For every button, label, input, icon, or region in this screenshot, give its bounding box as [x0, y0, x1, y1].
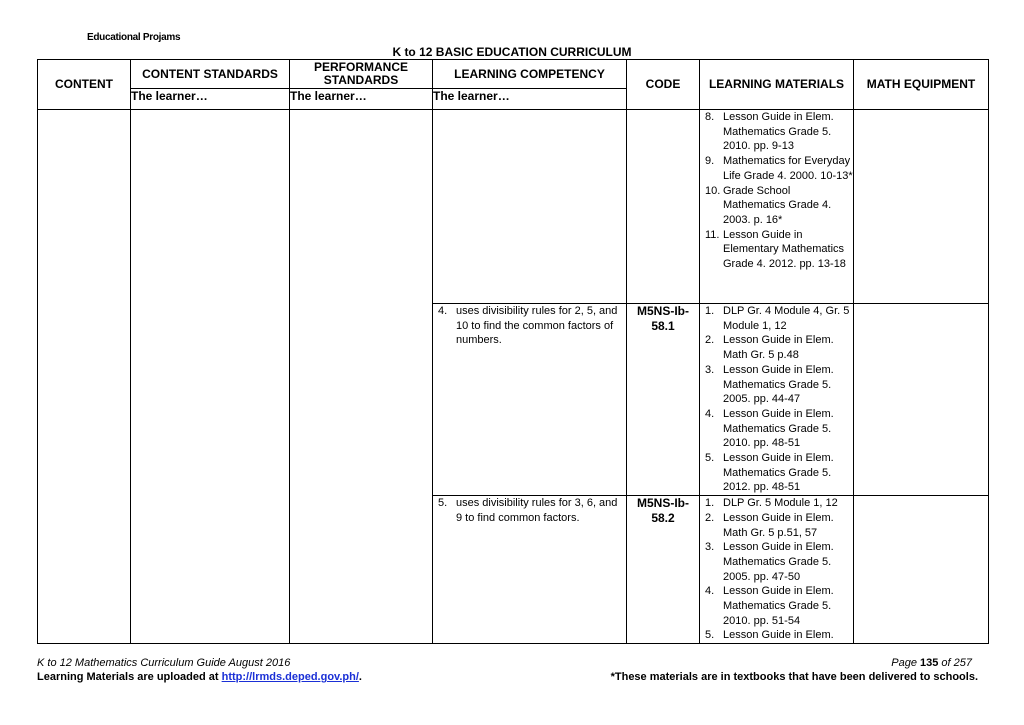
list-item: 9. Mathematics for Everyday Life Grade 4. 2000. 10-13* [705, 155, 853, 182]
code-cell [627, 110, 700, 304]
list-item: 4. Lesson Guide in Elem. Mathematics Grade 5. 2010. pp. 48-51 [705, 407, 834, 450]
learner-label-content-standards: The learner… [131, 89, 290, 110]
materials-cell [700, 496, 854, 644]
competency-cell [433, 304, 627, 496]
competency-cell [433, 496, 627, 644]
content-standards-cell [131, 110, 290, 644]
header-code: CODE [627, 60, 700, 110]
materials-list [700, 304, 853, 495]
equipment-cell [854, 304, 989, 496]
curriculum-table [37, 59, 989, 644]
list-item: 5. Lesson Guide in Elem. [705, 629, 834, 642]
competency-item: 5. uses divisibility rules for 3, 6, and 9 to find common factors. [438, 497, 618, 524]
lrmds-link[interactable]: http://lrmds.deped.gov.ph/ [221, 671, 359, 683]
list-item: 2. Lesson Guide in Elem. Math Gr. 5 p.51, 57 [705, 511, 834, 539]
list-item: 10. Grade School Mathematics Grade 4. 2003. p. 16* [705, 184, 832, 226]
list-item: 1. DLP Gr. 5 Module 1, 12 [705, 497, 838, 510]
materials-list [700, 496, 853, 643]
list-item: 3. Lesson Guide in Elem. Mathematics Grade 5. 2005. pp. 47-50 [705, 541, 834, 583]
list-item: 3. Lesson Guide in Elem. Mathematics Grade 5. 2005. pp. 44-47 [705, 363, 834, 406]
table-row [38, 110, 989, 304]
header-performance-standards: PERFORMANCE STANDARDS [290, 60, 433, 89]
watermark-text: Educational Projams [87, 32, 181, 43]
equipment-cell [854, 496, 989, 644]
code-cell: M5NS-Ib-58.1 [627, 304, 700, 496]
equipment-cell [854, 110, 989, 304]
learner-label-learning-competency: The learner… [433, 89, 627, 110]
list-item: 5. Lesson Guide in Elem. Mathematics Grade 5. 2012. pp. 48-51 [705, 452, 834, 494]
page-title: K to 12 BASIC EDUCATION CURRICULUM [392, 45, 632, 59]
header-learning-materials: LEARNING MATERIALS [700, 60, 854, 110]
competency-item: 4. uses divisibility rules for 2, 5, and 10 to find the common factors of numbers. [438, 305, 618, 347]
learner-label-performance-standards: The learner… [290, 89, 433, 110]
list-item: 2. Lesson Guide in Elem. Math Gr. 5 p.48 [705, 334, 834, 362]
footer-upload-note: Learning Materials are uploaded at http://lrmds.deped.gov.ph/. [37, 671, 362, 683]
code-cell: M5NS-Ib-58.2 [627, 496, 700, 644]
footer-textbook-note: *These materials are in textbooks that have been delivered to schools. [610, 671, 978, 683]
header-content-standards: CONTENT STANDARDS [131, 60, 290, 89]
performance-standards-cell [290, 110, 433, 644]
list-item: 11. Lesson Guide in Elementary Mathematics Grade 4. 2012. pp. 13-18 [705, 228, 846, 271]
header-math-equipment: MATH EQUIPMENT [854, 60, 989, 110]
footer-guide-title: K to 12 Mathematics Curriculum Guide August 2016 [37, 657, 291, 669]
page-number: Page 135 of 257 [891, 657, 972, 669]
materials-list [700, 110, 853, 272]
competency-cell [433, 110, 627, 304]
list-item: 8. Lesson Guide in Elem. Mathematics Grade 5. 2010. pp. 9-13 [705, 111, 834, 153]
materials-cell [700, 304, 854, 496]
header-content: CONTENT [38, 60, 131, 110]
list-item: 1. DLP Gr. 4 Module 4, Gr. 5 Module 1, 12 [705, 305, 850, 332]
materials-cell [700, 110, 854, 304]
content-cell [38, 110, 131, 644]
header-learning-competency: LEARNING COMPETENCY [433, 60, 627, 89]
list-item: 4. Lesson Guide in Elem. Mathematics Grade 5. 2010. pp. 51-54 [705, 585, 834, 627]
